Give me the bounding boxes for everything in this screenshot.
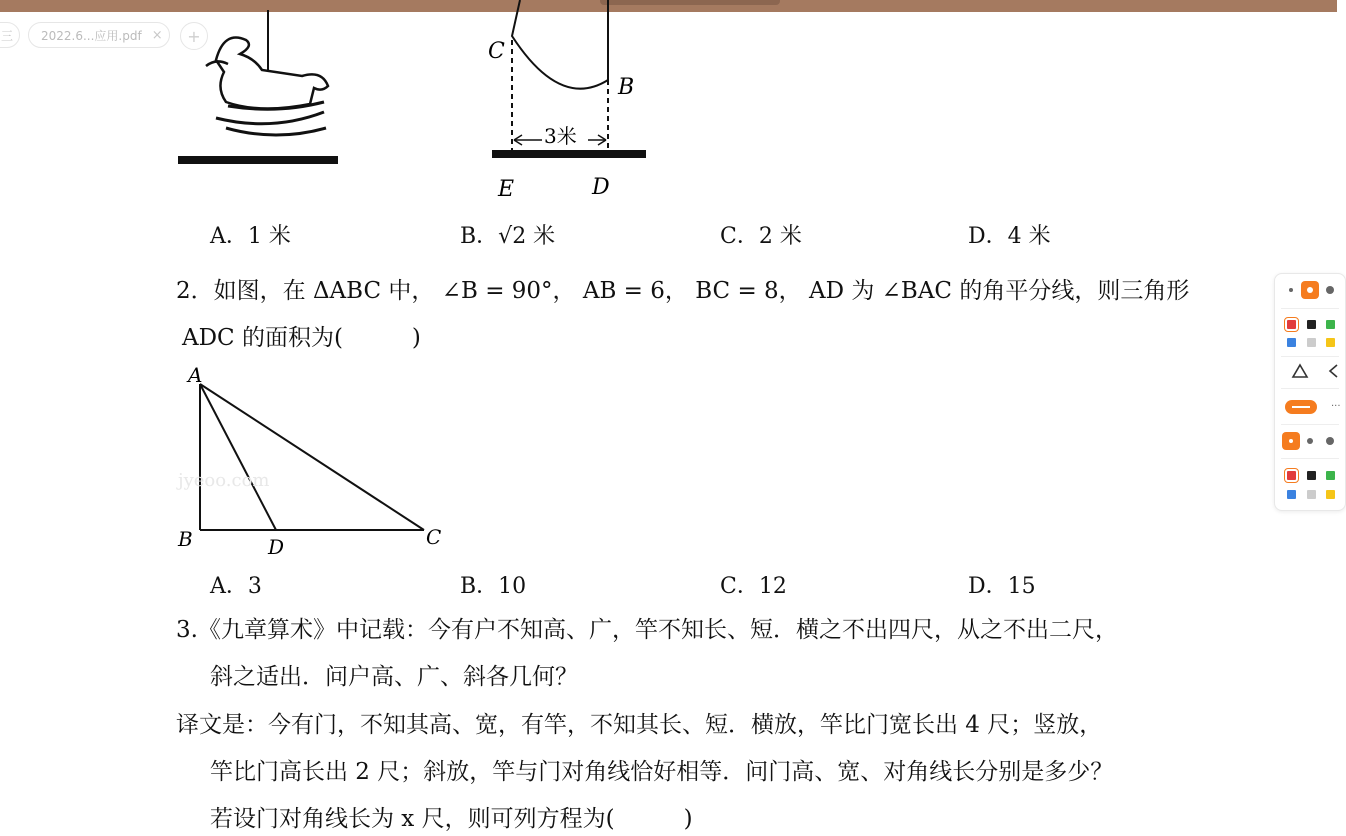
- q2-option-c: C．12: [720, 574, 787, 599]
- q1-option-b-root: √2: [498, 224, 527, 249]
- divider: [1281, 388, 1339, 389]
- color-swatch-blue[interactable]: [1287, 338, 1296, 347]
- divider: [1281, 356, 1339, 357]
- label-e: E: [498, 177, 515, 202]
- q2-option-a: A．3: [210, 574, 262, 599]
- color-swatch-yellow[interactable]: [1326, 490, 1335, 499]
- stroke-dot: [1289, 439, 1293, 443]
- q2-option-d: D．15: [968, 574, 1036, 599]
- q3-line-1: 3.《九章算术》中记载：今有户不知高、广，竿不知长、短．横之不出四尺，从之不出二尺，: [176, 617, 1118, 643]
- q1-option-d: D．4 米: [968, 224, 1051, 249]
- swing-diagram: [480, 0, 660, 200]
- color-swatch-gray[interactable]: [1307, 338, 1316, 347]
- label-b: B: [618, 75, 635, 100]
- rocking-horse-figure: [176, 0, 346, 170]
- stroke-size-large-icon[interactable]: [1326, 437, 1334, 445]
- color-swatch-green[interactable]: [1326, 320, 1335, 329]
- q3-line-2: 斜之适出．问户高、广、斜各几何？: [210, 664, 578, 690]
- plus-icon: +: [187, 26, 201, 46]
- more-line-styles[interactable]: ...: [1331, 398, 1341, 409]
- stroke-size-small-icon[interactable]: [1282, 432, 1300, 450]
- angle-shape-icon[interactable]: [1327, 363, 1341, 379]
- stroke-size-medium-icon[interactable]: [1307, 438, 1313, 444]
- q3-line-3: 译文是：今有门，不知其高、宽，有竿，不知其长、短．横放，竿比门宽长出 4 尺；竖放，: [176, 712, 1103, 738]
- vertex-b: B: [178, 527, 193, 551]
- divider: [1281, 308, 1339, 309]
- color-swatch-yellow[interactable]: [1326, 338, 1335, 347]
- q2-line-2: ADC 的面积为( ): [182, 325, 421, 351]
- drawing-toolbar: [1274, 273, 1346, 511]
- dimension-label: 3米: [544, 124, 577, 148]
- vertex-a: A: [188, 363, 203, 387]
- color-swatch-red[interactable]: [1284, 468, 1299, 483]
- line-style-bar: [1292, 406, 1310, 408]
- label-d: D: [592, 175, 610, 200]
- tab-title: 2022.6...应用.pdf: [41, 28, 142, 43]
- q3-line-4: 竿比门高长出 2 尺；斜放，竿与门对角线恰好相等．问门高、宽、对角线长分别是多少？: [210, 759, 1114, 785]
- pdf-page: [0, 12, 1270, 836]
- divider: [1281, 424, 1339, 425]
- color-swatch-black[interactable]: [1307, 471, 1316, 480]
- label-c: C: [488, 39, 505, 64]
- swatch-fill: [1287, 320, 1296, 329]
- q2-line-1: 2．如图，在 ΔABC 中， ∠B = 90°， AB = 6， BC = 8， AD 为 ∠BAC 的角平分线，则三角形: [176, 278, 1190, 304]
- q1-option-c: C．2 米: [720, 224, 802, 249]
- vertex-d: D: [268, 535, 285, 559]
- tab-previous-label: 三: [0, 28, 13, 43]
- stroke-dot: [1307, 287, 1313, 293]
- stroke-size-medium-icon[interactable]: [1301, 281, 1319, 299]
- line-style-icon[interactable]: [1285, 400, 1317, 414]
- stroke-size-small-icon[interactable]: [1289, 288, 1293, 292]
- divider: [1281, 458, 1339, 459]
- q1-option-a: A．1 米: [210, 224, 291, 249]
- swatch-fill: [1287, 471, 1296, 480]
- color-swatch-gray[interactable]: [1307, 490, 1316, 499]
- triangle-shape-icon[interactable]: [1291, 363, 1309, 379]
- color-swatch-blue[interactable]: [1287, 490, 1296, 499]
- color-swatch-red[interactable]: [1284, 317, 1299, 332]
- triangle-figure: [172, 362, 462, 562]
- q1-option-b-unit: 米: [526, 224, 556, 249]
- close-icon[interactable]: ×: [151, 27, 163, 43]
- color-swatch-black[interactable]: [1307, 320, 1316, 329]
- color-swatch-green[interactable]: [1326, 471, 1335, 480]
- q3-line-5: 若设门对角线长为 x 尺，则可列方程为( ): [210, 806, 693, 832]
- stroke-size-large-icon[interactable]: [1326, 286, 1334, 294]
- q1-option-b-prefix: B．: [460, 224, 499, 249]
- q1-option-b: [460, 219, 555, 250]
- q2-option-b: B．10: [460, 574, 527, 599]
- watermark: jyeoo.com: [178, 470, 270, 491]
- vertex-c: C: [426, 525, 442, 549]
